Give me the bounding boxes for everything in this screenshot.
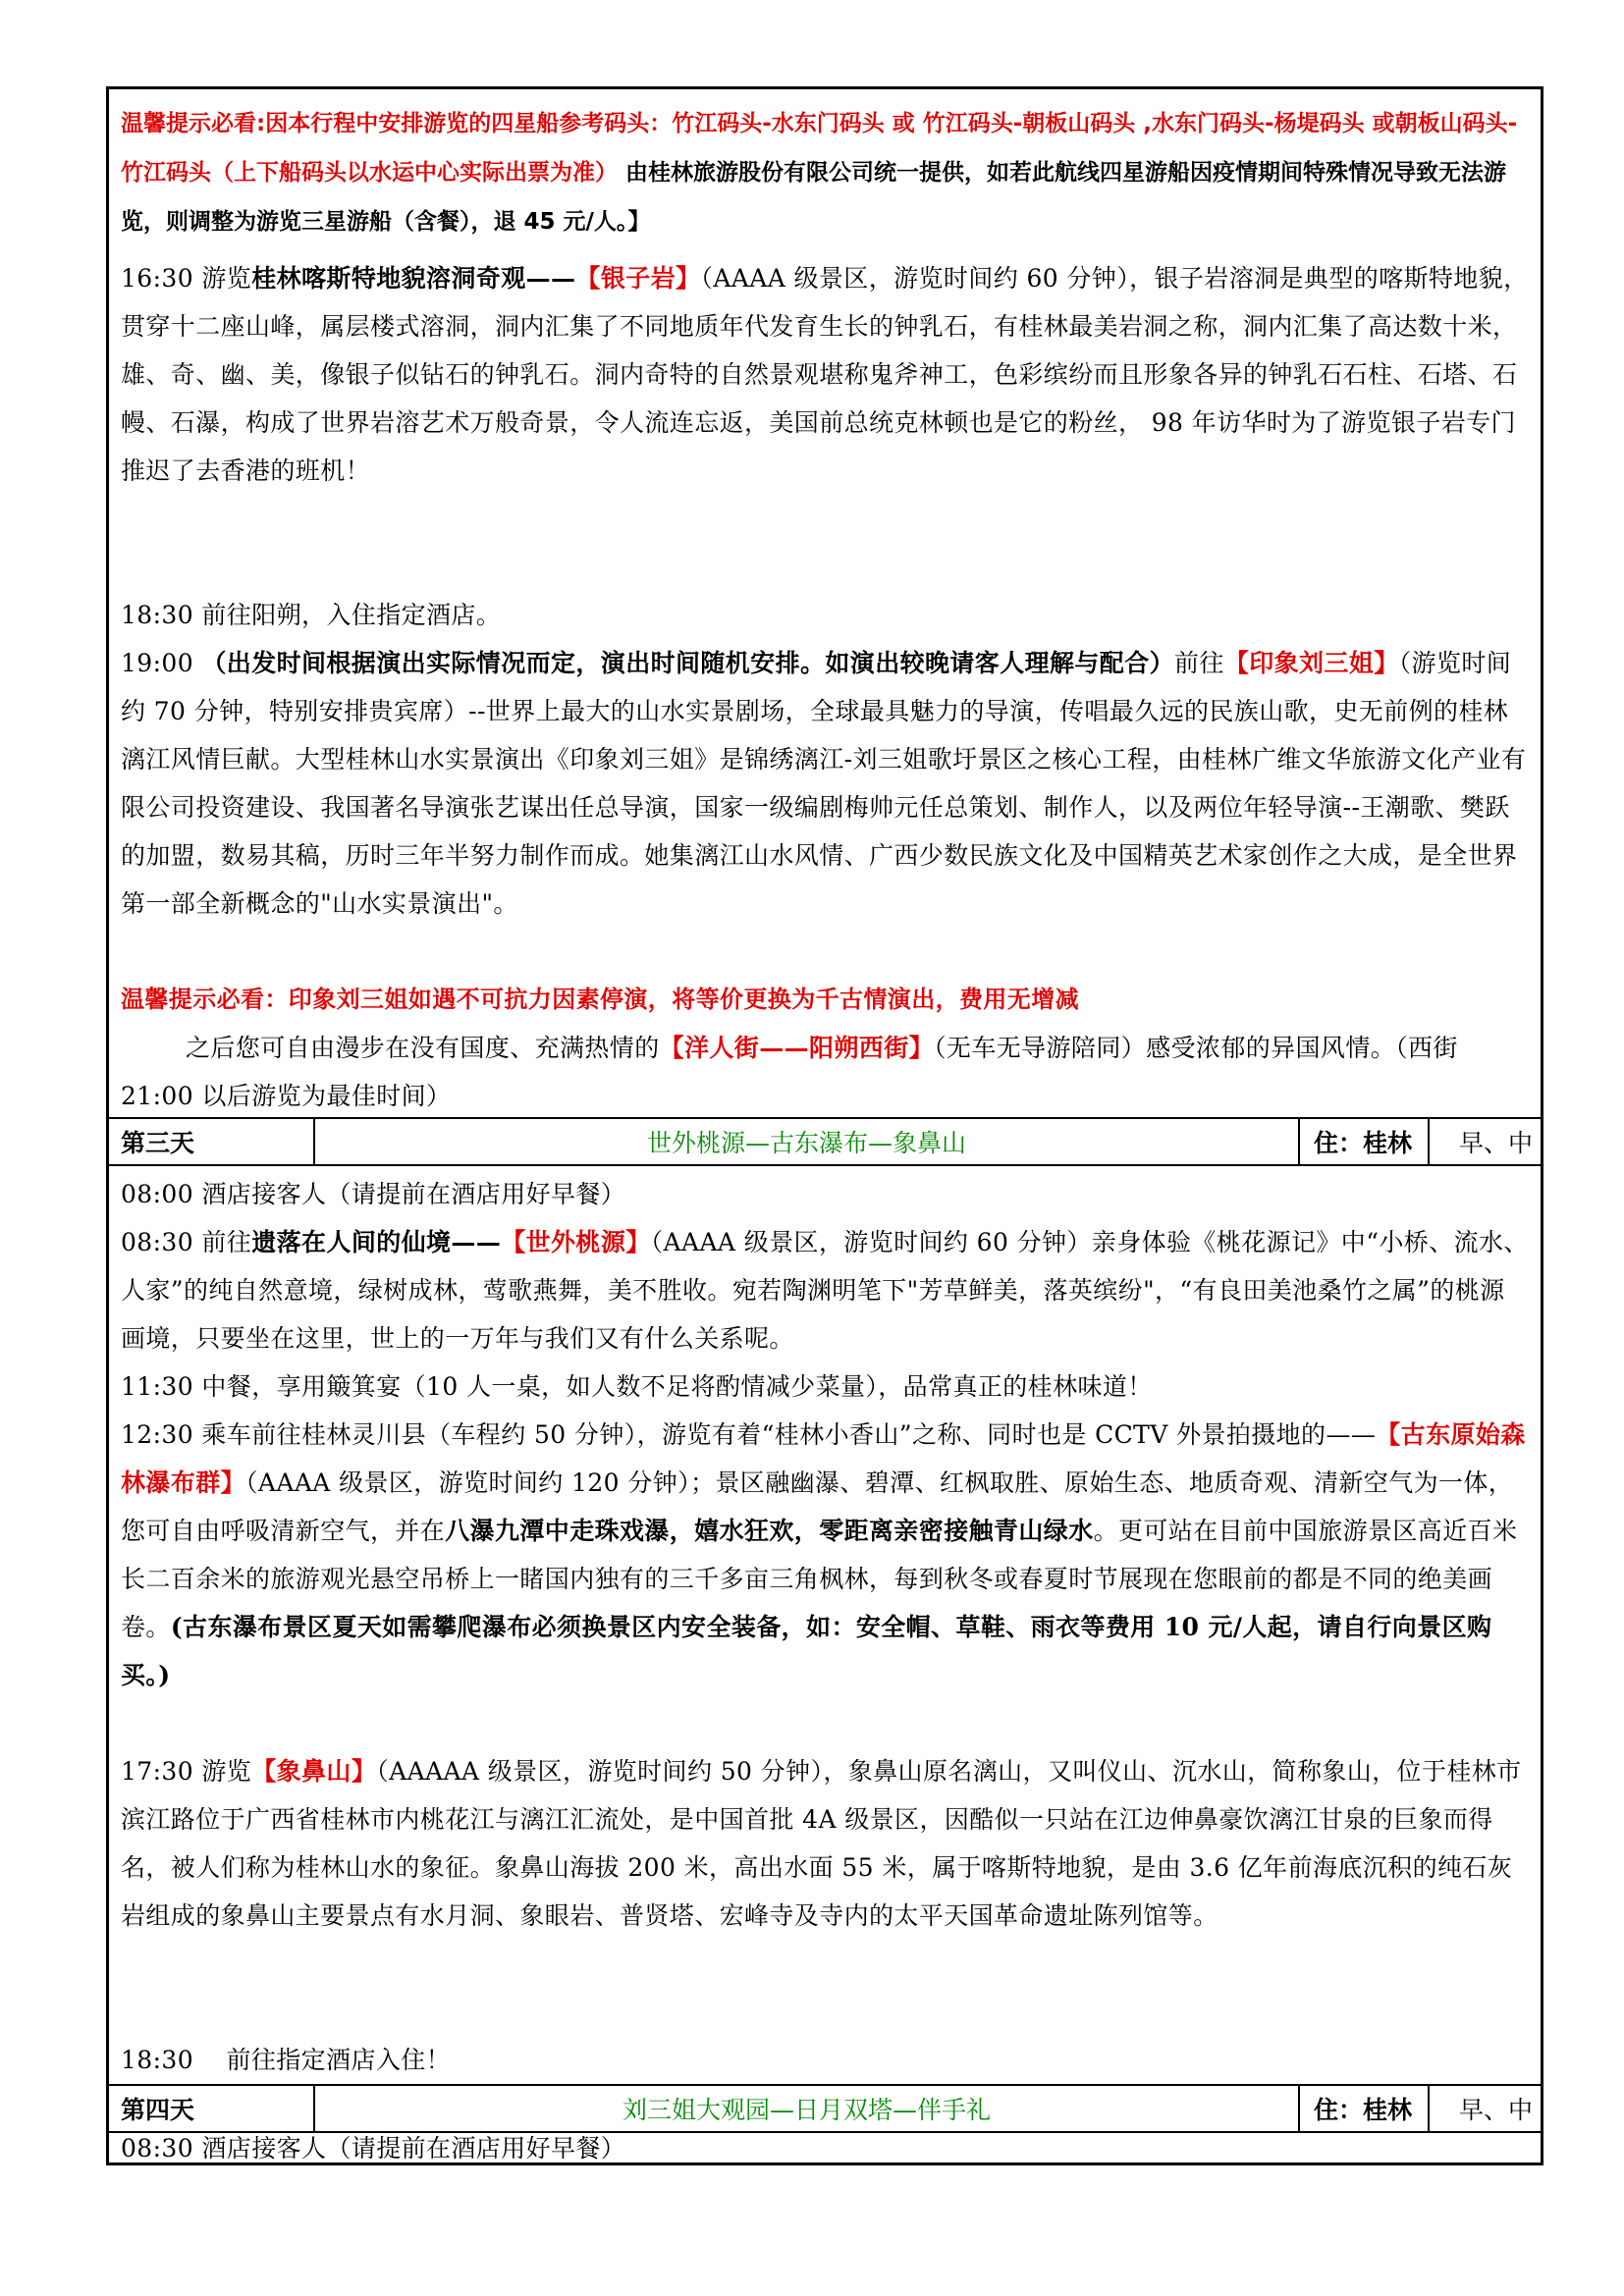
time-label: 12:30 [121, 1420, 194, 1449]
taoyuan-tagline: 遗落在人间的仙境—— [251, 1228, 502, 1256]
day3-label: 第三天 [121, 1129, 195, 1157]
yinziyan-desc: （AAAA 级景区，游览时间约 60 分钟），银子岩溶洞是典型的喀斯特地貌，贯穿十二座山峰，属层楼式溶洞，洞内汇集了不同地质年代发育生长的钟乳石，有桂林最美岩洞之称，洞内汇集了高达数十米，雄、奇、幽、美，像银子似钻石的钟乳石。洞内奇特的自然景观堪称鬼斧神工，色彩缤纷而且形象各异的钟乳石石柱、石塔、石幔、石瀑，构成了世界岩溶艺术万般奇景，令人流连忘返，美国前总统克林顿也是它的粉丝， 98 年访华时为了游览银子岩专门推迟了去香港的班机！ [121, 264, 1529, 485]
west-street-paragraph [109, 1024, 1541, 1120]
xiangbi-name: 【象鼻山】 [251, 1757, 377, 1786]
west-street-pre: 之后您可自由漫步在没有国度、充满热情的 [186, 1034, 660, 1062]
pickup-text: 酒店接客人（请提前在酒店用好早餐） [201, 2134, 626, 2163]
yangshuo-text: 前往阳朔，入住指定酒店。 [201, 601, 502, 629]
yinziyan-tagline: 桂林喀斯特地貌溶洞奇观—— [251, 264, 576, 293]
gudong-desc: （AAAA 级景区，游览时间约 120 分钟）；景区融幽瀑、碧潭、红枫取胜、原始生态、地质奇观、清新空气为一体，您可自由呼吸清新空气，并在 [121, 1468, 1514, 1545]
day4-label: 第四天 [121, 2096, 195, 2124]
show-paragraph [109, 639, 1541, 928]
day3-pickup [109, 1170, 1541, 1218]
show-tip-text: 温馨提示必看：印象刘三姐如遇不可抗力因素停演，将等价更换为千古情演出，费用无增减 [121, 986, 1079, 1013]
itinerary-table [106, 86, 1543, 2165]
taoyuan-paragraph [109, 1218, 1541, 1362]
time-label: 11:30 [121, 1372, 194, 1401]
gudong-paragraph [109, 1411, 1541, 1699]
time-label: 08:30 [121, 1228, 194, 1256]
show-tip [109, 976, 1541, 1024]
gudong-pre: 乘车前往桂林灵川县（车程约 50 分钟），游览有着“桂林小香山”之称、同时也是 CCTV 外景拍摄地的—— [201, 1420, 1377, 1449]
time-label: 08:00 [121, 1180, 194, 1208]
yangshuo-line [109, 591, 1541, 639]
time-label: 17:30 [121, 1757, 194, 1786]
day4-header-row [109, 2084, 1541, 2133]
lunch-line [109, 1362, 1541, 1411]
day3-stay: 住：桂林 [1298, 1119, 1428, 1164]
time-label: 08:30 [121, 2134, 194, 2163]
gudong-name: 【古东原始森林瀑布群】 [121, 1420, 1526, 1497]
yinziyan-paragraph [109, 254, 1541, 495]
gudong-equipment-note: (古东瀑布景区夏天如需攀爬瀑布必须换景区内安全装备，如：安全帽、草鞋、雨衣等费用 10 元/人起，请自行向景区购买。) [121, 1613, 1492, 1689]
pickup-text: 酒店接客人（请提前在酒店用好早餐） [201, 1180, 626, 1208]
day4-pickup [109, 2133, 1541, 2164]
go-prefix: 前往 [201, 1228, 252, 1256]
time-label: 19:00 [121, 649, 194, 677]
time-label: 16:30 [121, 264, 194, 293]
day4-stay: 住：桂林 [1298, 2086, 1428, 2131]
day4-meals: 早、中 [1428, 2086, 1546, 2131]
taoyuan-name: 【世外桃源】 [501, 1228, 651, 1256]
day3-route: 世外桃源—古东瀑布—象鼻山 [313, 1119, 1298, 1164]
show-desc: （游览时间约 70 分钟，特别安排贵宾席）--世界上最大的山水实景剧场，全球最具魅力的导演，传唱最久远的民族山歌，史无前例的桂林漓江风情巨献。大型桂林山水实景演出《印象刘三姐》是锦绣漓江-刘三姐歌圩景区之核心工程，由桂林广维文华旅游文化产业有限公司投资建设、我国著名导演张艺谋出任总导演，国家一级编剧梅帅元任总策划、制作人，以及两位年轻导演--王潮歌、樊跃的加盟，数易其稿，历时三年半努力制作而成。她集漓江山水风情、广西少数民族文化及中国精英艺术家创作之大成，是全世界第一部全新概念的"山水实景演出"。 [121, 649, 1527, 918]
west-street-post: （无车无导游陪同）感受浓郁的异国风情。（西街 21:00 以后游览为最佳时间） [121, 1034, 1458, 1110]
yinziyan-name: 【银子岩】 [575, 264, 701, 293]
day3-meals: 早、中 [1428, 1119, 1546, 1164]
xiangbi-paragraph [109, 1747, 1541, 1940]
boat-dock-tip-black: 由桂林旅游股份有限公司统一提供，如若此航线四星游船因疫情期间特殊情况导致无法游览，则调整为游览三星游船（含餐），退 45 元/人。】 [121, 160, 1507, 235]
visit-prefix: 游览 [201, 1757, 252, 1786]
xiangbi-desc: （AAAAA 级景区，游览时间约 50 分钟），象鼻山原名漓山，又叫仪山、沉水山，简称象山，位于桂林市滨江路位于广西省桂林市内桃花江与漓江汇流处，是中国首批 4A 级景区，因酷似一只站在江边伸鼻豪饮漓江甘泉的巨象而得名，被人们称为桂林山水的象征。象鼻山海拔 200 米，高出水面 55 米，属于喀斯特地貌，是由 3.6 亿年前海底沉积的纯石灰岩组成的象鼻山主要景点有水月洞、象眼岩、普贤塔、宏峰寺及寺内的太平天国革命遗址陈列馆等。 [121, 1757, 1522, 1930]
day4-route: 刘三姐大观园—日月双塔—伴手礼 [313, 2086, 1298, 2131]
go-prefix: 前往 [1174, 649, 1224, 677]
show-timing-note: （出发时间根据演出实际情况而定，演出时间随机安排。如演出较晚请客人理解与配合） [201, 649, 1175, 677]
taoyuan-desc: （AAAA 级景区，游览时间约 60 分钟）亲身体验《桃花源记》中“小桥、流水、人家”的纯自然意境，绿树成林，莺歌燕舞，美不胜收。宛若陶渊明笔下"芳草鲜美，落英缤纷"，“有良田美池桑竹之属”的桃源画境，只要坐在这里，世上的一万年与我们又有什么关系呢。 [121, 1228, 1529, 1353]
west-street-name: 【洋人街——阳朔西街】 [659, 1034, 935, 1062]
boat-dock-tip-red: 温馨提示必看:因本行程中安排游览的四星船参考码头：竹江码头-水东门码头 或 竹江码头-朝板山码头 ,水东门码头-杨堤码头 或朝板山码头-竹江码头（上下船码头以水运中心实际出票为准） [121, 111, 1518, 186]
lunch-text: 中餐，享用簸箕宴（10 人一桌，如人数不足将酌情减少菜量），品常真正的桂林味道！ [201, 1372, 1153, 1401]
gudong-desc2: 。更可站在目前中国旅游景区高近百米长二百余米的旅游观光悬空吊桥上一睹国内独有的三千多亩三角枫林，每到秋冬或春夏时节展现在您眼前的都是不同的绝美画卷。 [121, 1517, 1518, 1641]
time-label: 18:30 [121, 2046, 194, 2074]
time-label: 18:30 [121, 601, 194, 629]
gudong-highlight: 八瀑九潭中走珠戏瀑，嬉水狂欢，零距离亲密接触青山绿水 [445, 1517, 1094, 1545]
hotel-text: 前往指定酒店入住！ [226, 2046, 452, 2074]
day3-header-row [109, 1117, 1541, 1166]
visit-prefix: 游览 [201, 264, 252, 293]
boat-dock-tip [109, 99, 1541, 246]
show-name: 【印象刘三姐】 [1223, 649, 1399, 677]
day3-hotel [109, 2036, 1541, 2084]
